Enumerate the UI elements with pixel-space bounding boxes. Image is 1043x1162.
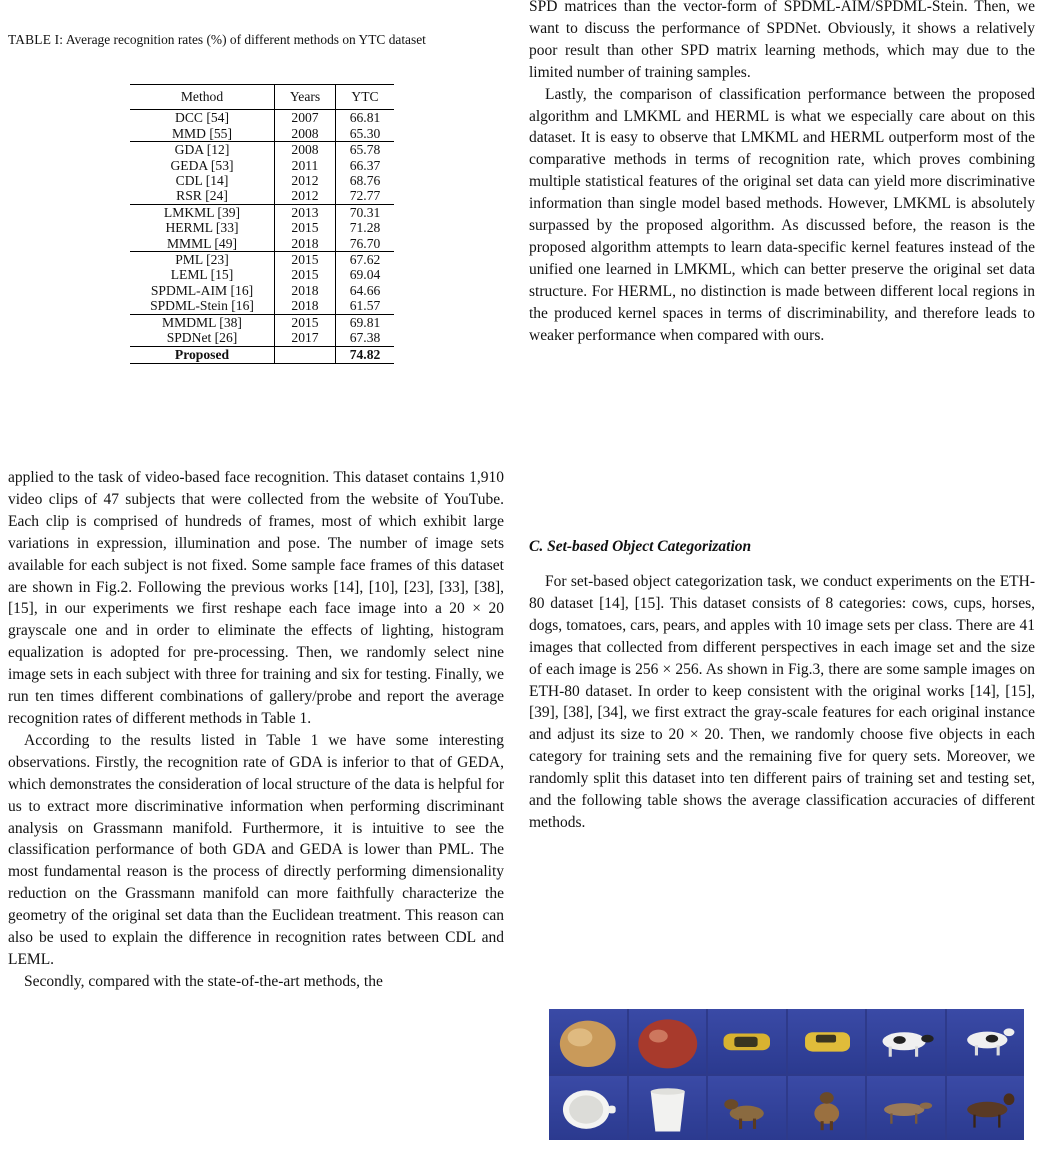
cell-method: LEML [15] (130, 267, 275, 282)
apple-image (549, 1009, 627, 1074)
paragraph-spd-continuation: SPD matrices than the vector-form of SPDML-AIM/SPDML-Stein. Then, we want to discuss the performance of SPDNet. Obviously, it shows a relatively poor result than other SPD matrix learning methods, which may due to the limited number of training samples. (529, 0, 1035, 81)
table-row (130, 330, 394, 346)
horse-image (947, 1076, 1025, 1141)
table-row (130, 267, 394, 282)
cell-method: HERML [33] (130, 220, 275, 235)
dog-image (708, 1076, 786, 1141)
table-row (130, 314, 394, 330)
cell-year: 2008 (275, 126, 336, 142)
paragraph-object-categorization: For set-based object categorization task, we conduct experiments on the ETH-80 dataset [14], [15]. This dataset consists of 8 categories: cows, cups, horses, dogs, tomatoes, cars, pears, and apples with 10 image sets per class. There are 41 images that collected from different perspectives in each image set and the size of each image is 256 × 256. As shown in Fig.3, there are some sample images on ETH-80 dataset. In order to keep consistent with the original works [14], [15], [39], [38], [34], we first extract the gray-scale features for each original instance and adjust its size to 20 × 20. Then, we randomly choose five objects in each category for training sets and the remaining five for query sets. Moreover, we randomly split this dataset into ten different pairs of training set and testing set, and the following table shows the average classification accuracies of different methods. (529, 573, 1035, 831)
cell-method: SPDNet [26] (130, 330, 275, 346)
cell-year (275, 346, 336, 363)
paragraph-lastly: Lastly, the comparison of classification performance between the proposed algorithm and LMKML and HERML is what we especially care about on this dataset. It is easy to observe that LMKML and HERML outperform most of the comparative methods in terms of recognition rate, which proves combining multiple statistical features of the original set data can yield more discriminative information than single model based methods. However, LMKML is absolutely surpassed by the proposed algorithm. As discussed before, the reason is the proposed algorithm attempts to learn data-specific kernel features instead of the unified one learned in LMKML, which can better preserve the original set data structure. For HERML, no distinction is made between different local regions in the produced kernel spaces in terms of discriminability, and therefore leads to weaker performance when compared with ours. (529, 85, 1035, 344)
cell-year: 2015 (275, 267, 336, 282)
cell-year: 2015 (275, 314, 336, 330)
cell-method: LMKML [39] (130, 204, 275, 220)
section-heading: C. Set-based Object Categorization (529, 538, 752, 555)
eth80-sample-figure (549, 1009, 1024, 1140)
table-row (130, 110, 394, 126)
table-row (130, 220, 394, 235)
cell-method: DCC [54] (130, 110, 275, 126)
table-row (130, 346, 394, 363)
cell-method: MMD [55] (130, 126, 275, 142)
cell-year: 2011 (275, 158, 336, 173)
header-method: Method (130, 85, 275, 110)
car-image (788, 1009, 866, 1074)
cell-year: 2015 (275, 252, 336, 268)
results-table (130, 84, 394, 364)
cell-method: GDA [12] (130, 142, 275, 158)
cell-ytc: 67.38 (349, 330, 381, 346)
table-caption (8, 31, 504, 49)
table-row (130, 204, 394, 220)
cell-year: 2008 (275, 142, 336, 158)
table-row (130, 283, 394, 298)
cell-method: MMDML [38] (130, 314, 275, 330)
cell-method: PML [23] (130, 252, 275, 268)
cell-year: 2017 (275, 330, 336, 346)
table-row (130, 188, 394, 204)
cell-ytc: 76.70 (349, 235, 381, 251)
cell-ytc: 64.66 (349, 282, 381, 298)
table-caption-label: TABLE I: (8, 32, 64, 47)
table-row (130, 236, 394, 252)
cell-method: GEDA [53] (130, 158, 275, 173)
cup-image (549, 1076, 627, 1141)
horse-image (867, 1076, 945, 1141)
table-row (130, 173, 394, 188)
cell-ytc: 67.62 (336, 252, 395, 268)
cell-ytc: 68.76 (349, 173, 381, 189)
cup-image (629, 1076, 707, 1141)
header-ytc: YTC (336, 85, 395, 110)
cell-ytc: 71.28 (349, 220, 381, 236)
cell-year: 2018 (275, 283, 336, 298)
car-image (708, 1009, 786, 1074)
cell-method: RSR [24] (130, 188, 275, 204)
cell-ytc: 70.31 (336, 204, 395, 220)
paragraph-secondly: Secondly, compared with the state-of-the-art methods, the (24, 972, 383, 990)
cell-method: Proposed (130, 346, 275, 363)
cell-ytc: 72.77 (349, 188, 381, 204)
cell-method: SPDML-AIM [16] (130, 283, 275, 298)
cell-year: 2015 (275, 220, 336, 235)
cell-ytc: 66.81 (349, 110, 381, 126)
cell-ytc: 69.81 (336, 314, 395, 330)
cell-ytc: 65.30 (349, 125, 381, 141)
table-body (130, 110, 394, 364)
header-years: Years (275, 85, 336, 110)
cell-ytc: 66.37 (349, 157, 381, 173)
table-caption-text: Average recognition rates (%) of different methods on YTC dataset (65, 32, 426, 47)
cell-ytc: 69.04 (349, 267, 381, 283)
cell-method: SPDML-Stein [16] (130, 298, 275, 314)
cell-ytc: 74.82 (336, 346, 395, 363)
cow-image (947, 1009, 1025, 1074)
cell-year: 2012 (275, 173, 336, 188)
cow-image (867, 1009, 945, 1074)
cell-method: MMML [49] (130, 236, 275, 252)
table-row (130, 298, 394, 314)
cell-ytc: 65.78 (336, 142, 395, 158)
cell-year: 2013 (275, 204, 336, 220)
left-text-block (8, 467, 504, 993)
table-row (130, 142, 394, 158)
right-text-block (529, 0, 1035, 347)
paragraph-observations: According to the results listed in Table 1 we have some interesting observations. Firstly, the recognition rate of GDA is inferior to that of GEDA, which demonstrates the consideration of local structure of the data is helpful for us to extract more discriminative information when performing discriminant analysis on Grassmann manifold. Furthermore, it is intuitive to see the classification performance of both GDA and GEDA is lower than PML. The most fundamental reason is the process of directly performing dimensionality reduction on the Grassmann manifold can more faithfully characterize the geometry of the original set data than the Euclidean treatment. This reason can also be used to explain the difference in recognition rates between CDL and LEML. (8, 731, 504, 968)
cell-ytc: 61.57 (349, 298, 381, 314)
table-row (130, 252, 394, 268)
cell-method: CDL [14] (130, 173, 275, 188)
cell-year: 2007 (275, 110, 336, 126)
table-row (130, 126, 394, 142)
apple-image (629, 1009, 707, 1074)
table-row (130, 158, 394, 173)
cell-year: 2018 (275, 298, 336, 314)
cell-year: 2012 (275, 188, 336, 204)
dog-image (788, 1076, 866, 1141)
cell-year: 2018 (275, 236, 336, 252)
table-header-row (130, 85, 394, 110)
paragraph-dataset-description: applied to the task of video-based face recognition. This dataset contains 1,910 video clips of 47 subjects that were collected from the website of YouTube. Each clip is comprised of hundreds of frames, most of which exhibit large variations in expression, illumination and pose. The number of image sets available for each subject is not fixed. Some sample face frames of this dataset are shown in Fig.2. Following the previous works [14], [10], [23], [33], [38], [15], in our experiments we first reshape each face image into a 20 × 20 grayscale one and in order to eliminate the effects of lighting, histogram equalization is adopted for pre-processing. Then, we randomly select nine image sets in each subject with three for training and six for testing. Finally, we run ten times different combinations of gallery/probe and report the average recognition rates of different methods in Table 1. (8, 469, 504, 727)
